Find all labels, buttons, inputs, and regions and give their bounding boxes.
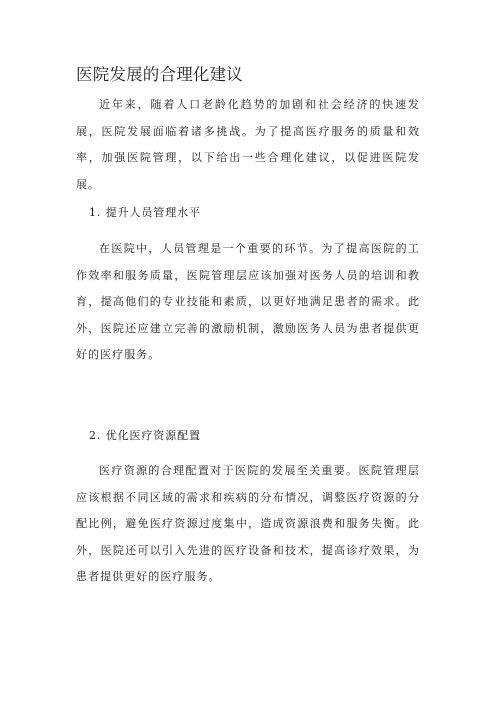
section-body-staff-management: 在医院中，人员管理是一个重要的环节。为了提高医院的工作效率和服务质量，医院管理层应该加强对医务人员的培训和教育，提高他们的专业技能和素质，以更好地满足患者的需求。此外，医院还应建立完善的激励机制，激励医务人员为患者提供更好的医疗服务。	[76, 242, 420, 361]
section-heading-staff-management: 1. 提升人员管理水平	[89, 206, 201, 219]
section-body-resource-allocation: 医疗资源的合理配置对于医院的发展至关重要。医院管理层应该根据不同区域的需求和疾病的分布情况，调整医疗资源的分配比例，避免医疗资源过度集中，造成资源浪费和服务失衡。此外，医院还可以引入先进的医疗设备和技术，提高诊疗效果，为患者提供更好的医疗服务。	[76, 464, 420, 583]
intro-paragraph: 近年来，随着人口老龄化趋势的加剧和社会经济的快速发展，医院发展面临着诸多挑战。为了提高医疗服务的质量和效率，加强医院管理，以下给出一些合理化建议，以促进医院发展。	[76, 98, 420, 191]
document-title: 医院发展的合理化建议	[76, 65, 243, 84]
section-heading-resource-allocation: 2. 优化医疗资源配置	[89, 429, 201, 442]
